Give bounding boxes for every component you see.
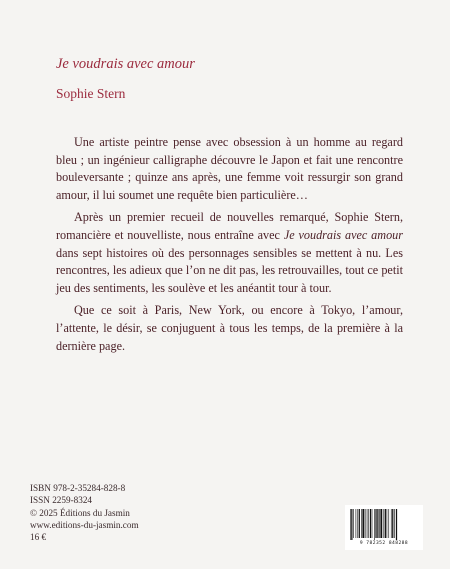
barcode-bar xyxy=(377,509,378,538)
barcode-bar xyxy=(365,509,366,538)
blurb-paragraph-2-start: Après un premier recueil de nouvelles remarqué, Sophie Stern, romancière et nouvelliste, nous entraîne avec xyxy=(56,210,403,242)
book-title: Je voudrais avec amour xyxy=(56,56,195,72)
barcode-bar xyxy=(367,509,368,538)
barcode-bar xyxy=(391,509,392,538)
barcode-bar xyxy=(394,509,395,538)
barcode-bar xyxy=(374,509,375,540)
barcode-bar xyxy=(361,509,362,538)
barcode-bar xyxy=(380,509,382,538)
barcode-bar xyxy=(353,509,354,538)
barcode-bar xyxy=(351,509,352,540)
barcode-bar xyxy=(372,509,373,538)
barcode-bar xyxy=(392,509,393,538)
barcode-bar xyxy=(370,509,371,538)
barcode-bar xyxy=(375,509,376,538)
blurb-paragraph-2 xyxy=(56,209,403,297)
isbn-line: ISBN 978-2-35284-828-8 xyxy=(30,483,126,493)
barcode-bar xyxy=(379,509,380,538)
barcode-bar xyxy=(388,509,389,538)
barcode-bar xyxy=(396,509,397,540)
blurb-paragraph-2-end: dans sept histoires où des personnages sensibles se mettent à nu. Les rencontres, les adieux que l’on ne dit pas, les retrouvailles, tout ce petit jeu des sentiments, les soulève et les anéantit tour à tour. xyxy=(56,245,403,295)
colophon xyxy=(30,482,139,543)
barcode-bar xyxy=(385,509,386,538)
barcode-bar xyxy=(362,509,364,538)
isbn-barcode xyxy=(345,505,423,550)
barcode-bar xyxy=(359,509,360,538)
blurb-book-title-italic: Je voudrais avec amour xyxy=(283,227,403,242)
blurb-paragraph-3: Que ce soit à Paris, New York, ou encore à Tokyo, l’amour, l’attente, le désir, se conjuguent à tous les temps, de la première à la dernière page. xyxy=(56,303,403,353)
barcode-bar xyxy=(356,509,357,538)
back-cover-blurb xyxy=(56,134,403,360)
author-name: Sophie Stern xyxy=(56,86,126,101)
barcode-bar xyxy=(383,509,384,538)
barcode-bars xyxy=(350,509,418,540)
barcode-bar xyxy=(357,509,358,538)
copyright-line: © 2025 Éditions du Jasmin xyxy=(30,507,130,518)
issn-line: ISSN 2259-8324 xyxy=(30,495,93,506)
barcode-bar xyxy=(387,509,388,538)
barcode-bar xyxy=(368,509,369,538)
barcode-digits: 9 782352 848288 xyxy=(359,541,409,546)
barcode-bar xyxy=(350,509,351,540)
blurb-paragraph-1: Une artiste peintre pense avec obsession à un homme au regard bleu ; un ingénieur calligraphe découvre le Japon et fait une rencontre bouleversante ; quinze ans après, une femme voit ressurgir son grand amour, il lui soumet une requête bien particulière… xyxy=(56,135,403,202)
price-line: 16 € xyxy=(30,532,47,543)
publisher-website: www.editions-du-jasmin.com xyxy=(30,519,139,530)
